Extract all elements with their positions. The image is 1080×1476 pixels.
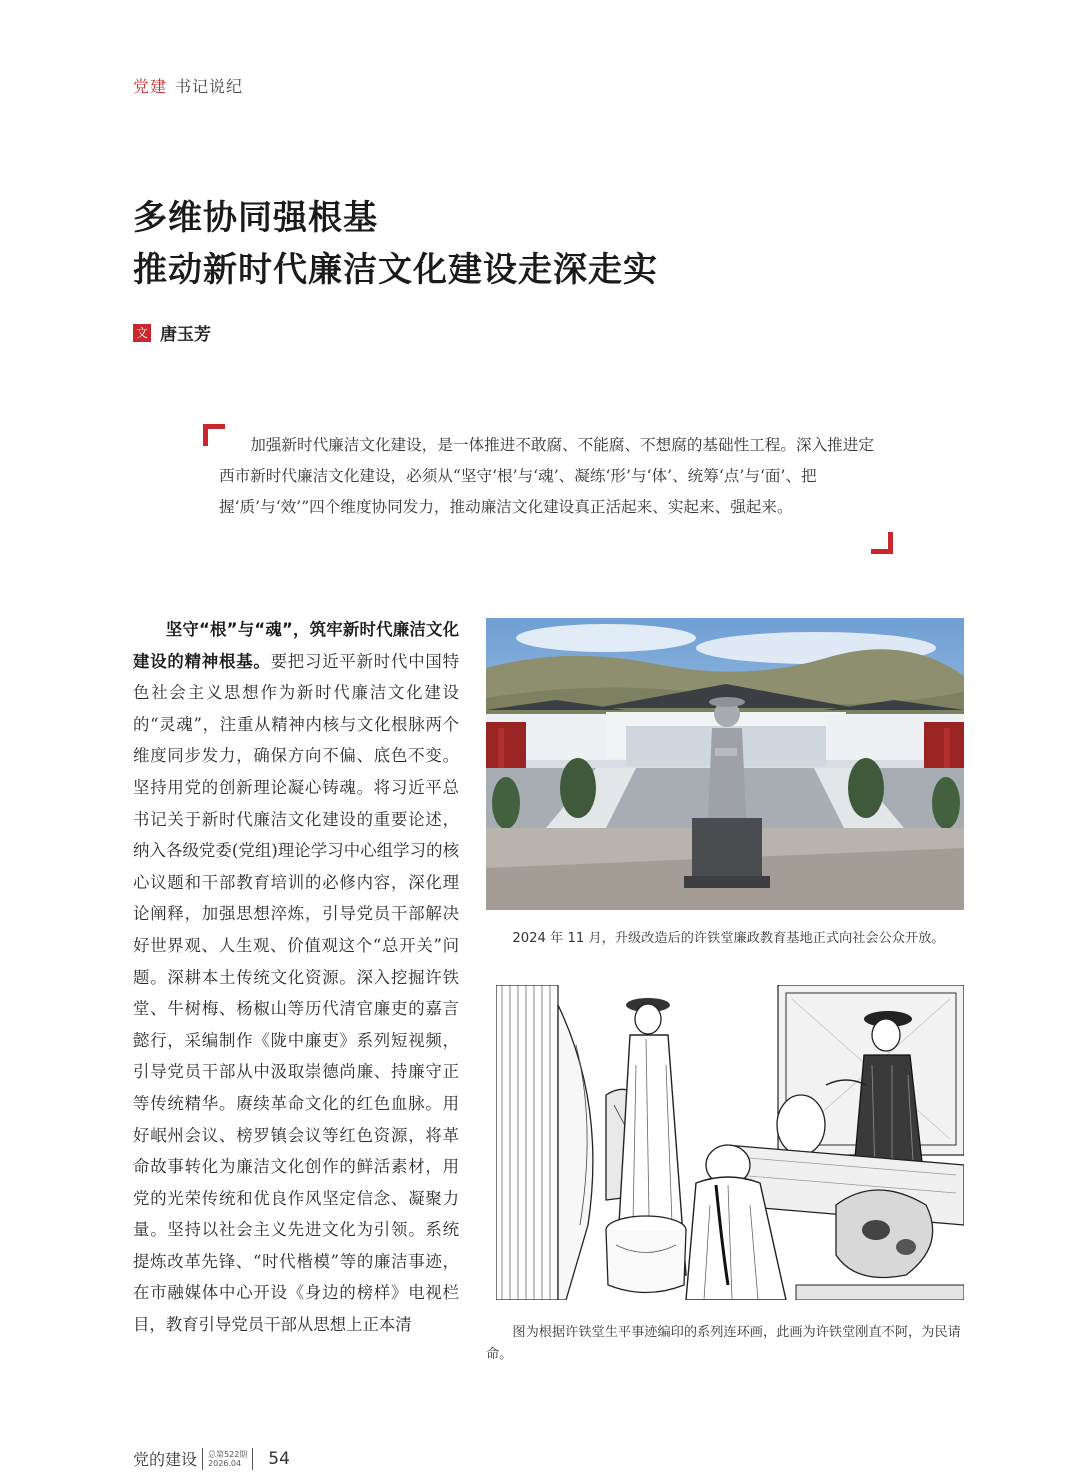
page-number: 54 xyxy=(268,1448,290,1469)
photo-caption: 2024 年 11 月，升级改造后的许铁堂廉政教育基地正式向社会公众开放。 xyxy=(512,931,945,946)
section-label: 党建 xyxy=(133,77,168,96)
magazine-name: 党的建设 xyxy=(133,1450,198,1469)
body-lead: 坚守“根”与“魂”，筑牢新时代廉洁文化建设的精神根基。 xyxy=(133,620,459,671)
author-name: 唐玉芳 xyxy=(160,325,211,345)
footer-divider xyxy=(202,1448,203,1470)
body-paragraph xyxy=(133,614,459,1341)
title-line-1: 多维协同强根基 xyxy=(133,198,378,238)
body-column xyxy=(133,614,459,1341)
column-label: 书记说纪 xyxy=(175,77,244,96)
author-byline xyxy=(133,320,211,345)
issue-number: 总第522期 xyxy=(208,1449,248,1459)
issue-date: 2026.04 xyxy=(208,1458,242,1468)
author-mark: 文 xyxy=(133,324,151,342)
comic-illustration-image xyxy=(496,985,964,1300)
title-line-2: 推动新时代廉洁文化建设走深走实 xyxy=(133,250,658,290)
page-header xyxy=(133,74,243,97)
temple-photo xyxy=(486,618,964,910)
page-footer xyxy=(133,1447,290,1470)
comic-illustration xyxy=(496,985,964,1300)
drawing-caption: 图为根据许铁堂生平事迹编印的系列连环画，此画为许铁堂刚直不阿，为民请命。 xyxy=(486,1325,961,1362)
body-text: 要把习近平新时代中国特色社会主义思想作为新时代廉洁文化建设的“灵魂”，注重从精神内核与文化根脉两个维度同步发力，确保方向不偏、底色不变。坚持用党的创新理论凝心铸魂。将习近平总书记关于新时代廉洁文化建设的重要论述，纳入各级党委(党组)理论学习中心组学习的核心议题和干部教育培训的必修内容，深化理论阐释，加强思想淬炼，引导党员干部解决好世界观、人生观、价值观这个“总开关”问题。深耕本土传统文化资源。深入挖掘许铁堂、牛树梅、杨椒山等历代清官廉吏的嘉言懿行，采编制作《陇中廉吏》系列短视频，引导党员干部从中汲取崇德尚廉、持廉守正等传统精华。赓续革命文化的红色血脉。用好岷州会议、榜罗镇会议等红色资源，将革命故事转化为廉洁文化创作的鲜活素材，用党的光荣传统和优良作风坚定信念、凝聚力量。坚持以社会主义先进文化为引领。系统提炼改革先锋、“时代楷模”等的廉洁事迹，在市融媒体中心开设《身边的榜样》电视栏目，教育引导党员干部从思想上正本清 xyxy=(133,651,460,1335)
abstract-box xyxy=(203,424,893,554)
footer-divider-2 xyxy=(252,1448,253,1470)
bracket-bottom-right-icon xyxy=(871,532,893,554)
article-title xyxy=(133,192,658,296)
issue-info xyxy=(208,1450,247,1468)
abstract-text: 加强新时代廉洁文化建设，是一体推进不敢腐、不能腐、不想腐的基础性工程。深入推进定西市新时代廉洁文化建设，必须从“坚守‘根’与‘魂’、凝练‘形’与‘体’、统筹‘点’与‘面’、把握‘质’与‘效’”四个维度协同发力，推动廉洁文化建设真正活起来、实起来、强起来。 xyxy=(219,436,874,516)
temple-photo-image xyxy=(486,618,964,910)
